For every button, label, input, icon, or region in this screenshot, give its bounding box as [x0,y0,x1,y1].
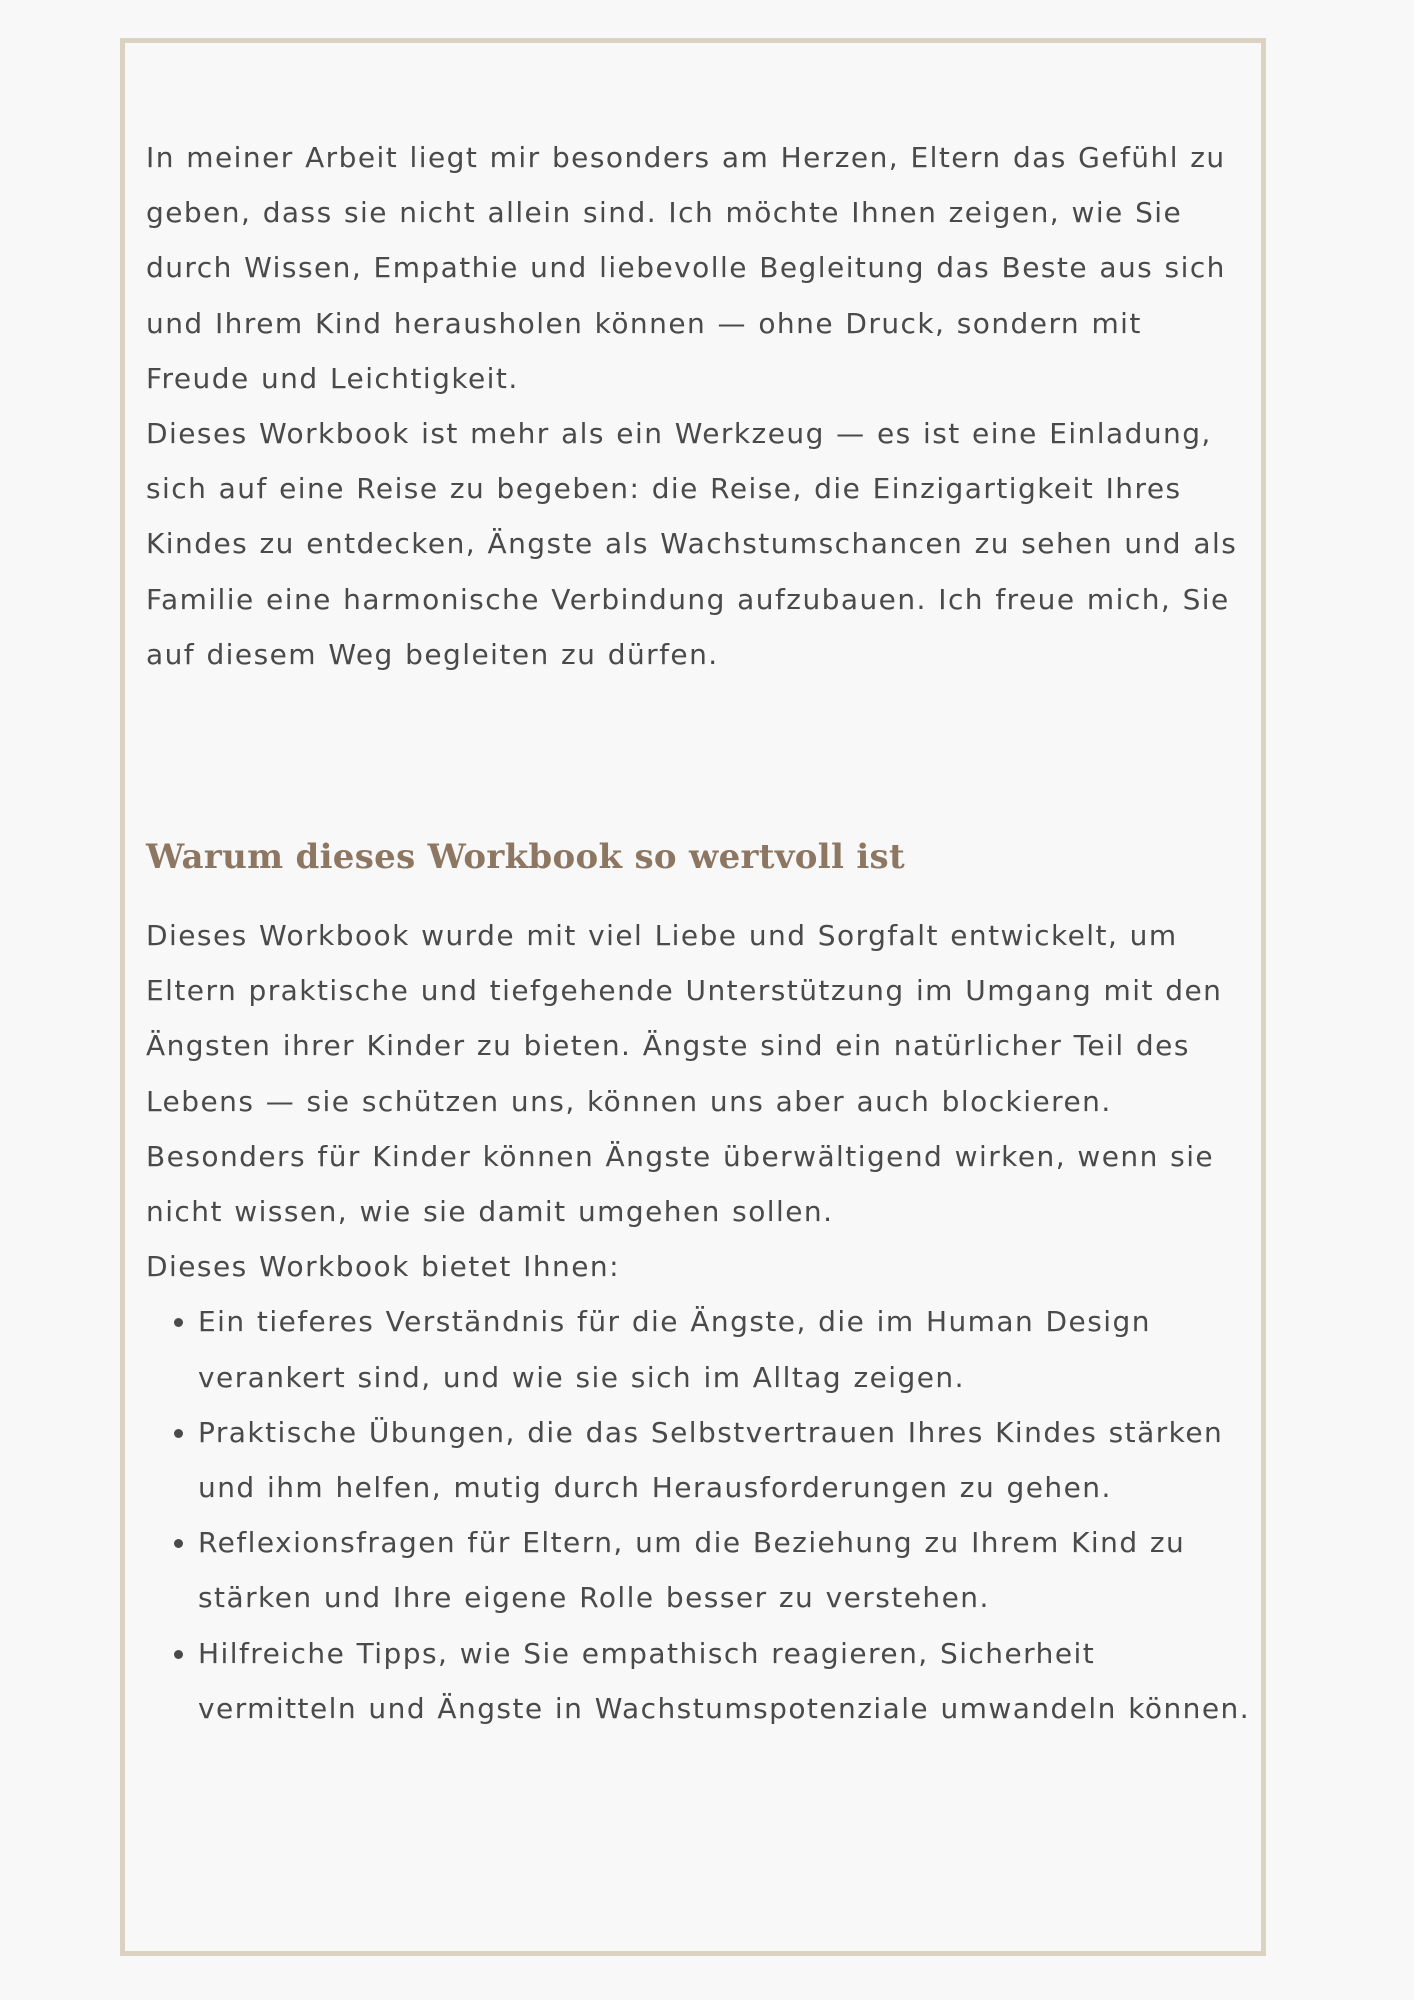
list-item: • Praktische Übungen, die das Selbstvertrauen Ihres Kindes stärken und ihm helfen, mutig durch Herausforderungen zu gehen. [198,1405,1256,1515]
section-heading: Warum dieses Workbook so wertvoll ist [146,837,905,877]
benefits-list [146,1294,1256,1736]
list-item: • Ein tieferes Verständnis für die Ängste, die im Human Design verankert sind, und wie sie sich im Alltag zeigen. [198,1294,1256,1404]
intro-paragraph-1: In meiner Arbeit liegt mir besonders am Herzen, Eltern das Gefühl zu geben, dass sie nicht allein sind. Ich möchte Ihnen zeigen, wie Sie durch Wissen, Empathie und liebevolle Begleitung das Beste aus sich und Ihrem Kind herausholen können — ohne Druck, sondern mit Freude und Leichtigkeit. [146,141,1226,395]
section-body [146,908,1256,1736]
list-item: • Reflexionsfragen für Eltern, um die Beziehung zu Ihrem Kind zu stärken und Ihre eigene Rolle besser zu verstehen. [198,1515,1256,1625]
list-item: • Hilfreiche Tipps, wie Sie empathisch reagieren, Sicherheit vermitteln und Ängste in Wachstumspotenziale umwandeln können. [198,1626,1256,1736]
section-paragraph-1: Dieses Workbook wurde mit viel Liebe und Sorgfalt entwickelt, um Eltern praktische und tiefgehende Unterstützung im Umgang mit den Ängsten ihrer Kinder zu bieten. Ängste sind ein natürlicher Teil des Lebens — sie schützen uns, können uns aber auch blockieren. Besonders für Kinder können Ängste überwältigend wirken, wenn sie nicht wissen, wie sie damit umgehen sollen. [146,919,1223,1229]
intro-paragraph-2: Dieses Workbook ist mehr als ein Werkzeug — es ist eine Einladung, sich auf eine Reise zu begeben: die Reise, die Einzigartigkeit Ihres Kindes zu entdecken, Ängste als Wachstumschancen zu sehen und als Familie eine harmonische Verbindung aufzubauen. Ich freue mich, Sie auf diesem Weg begleiten zu dürfen. [146,417,1238,671]
list-intro: Dieses Workbook bietet Ihnen: [146,1250,620,1284]
intro-text [146,130,1256,682]
